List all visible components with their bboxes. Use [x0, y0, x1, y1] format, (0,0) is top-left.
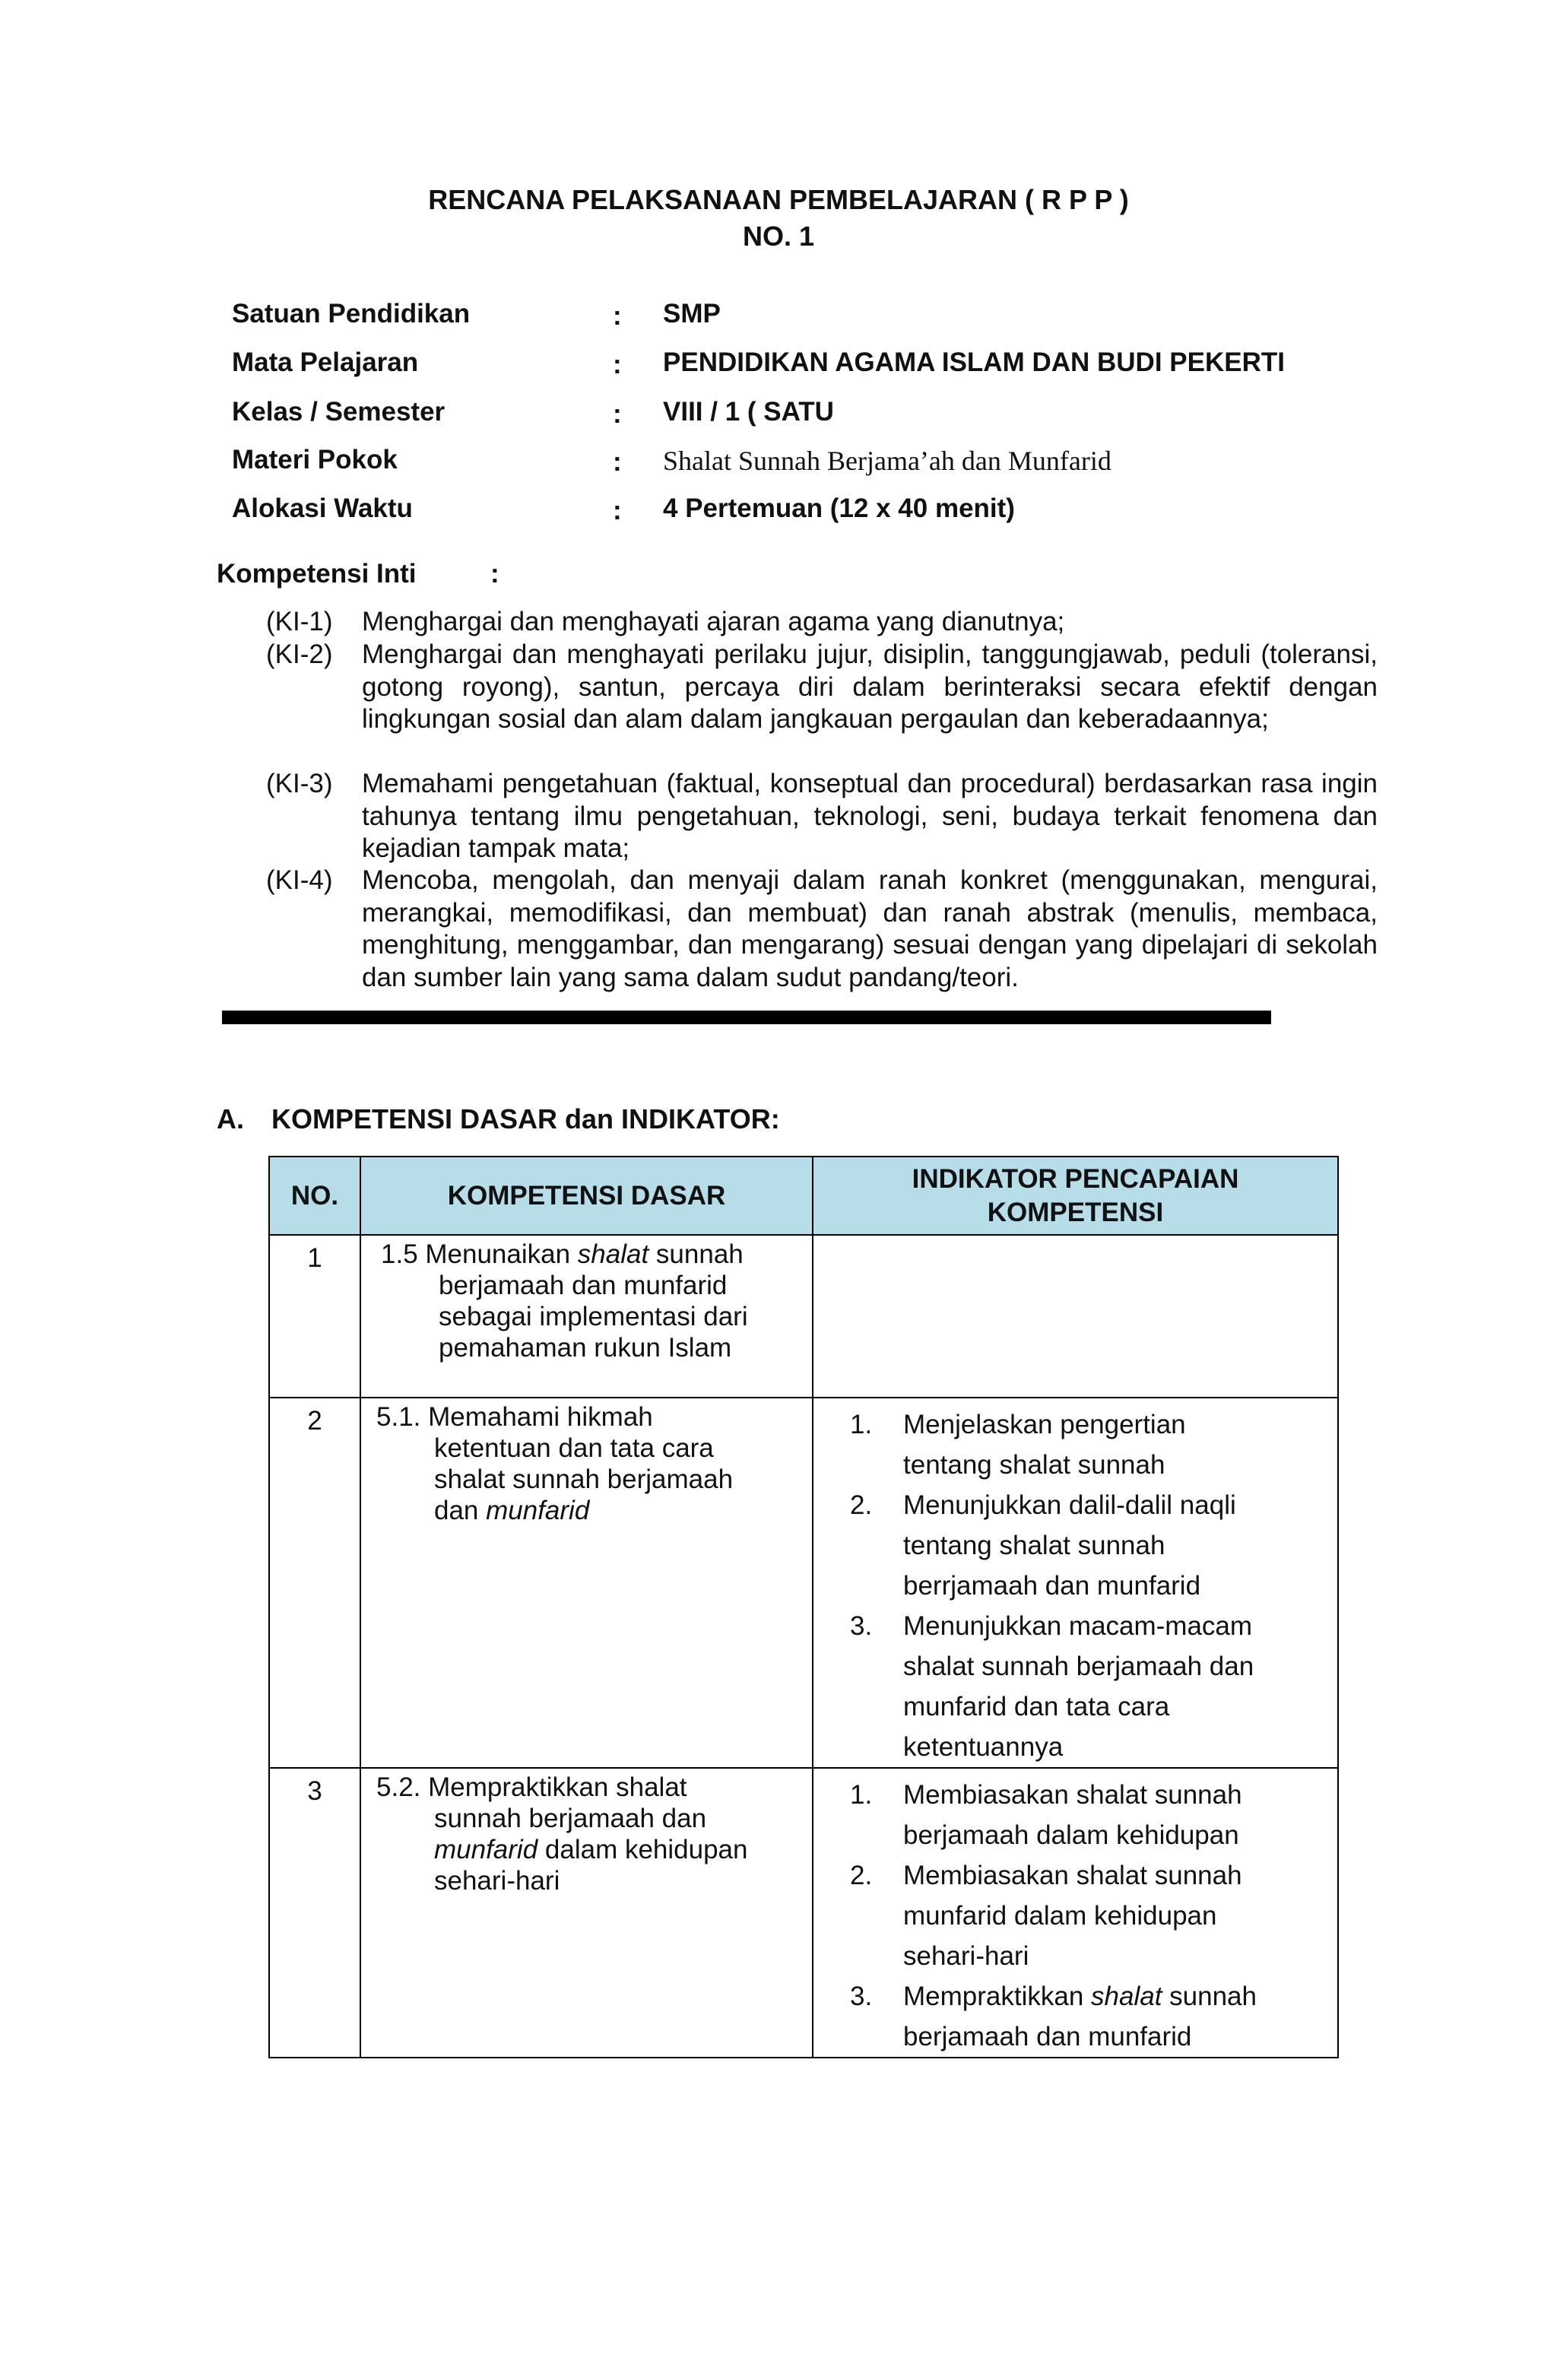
kd-line-end: dalam kehidupan [537, 1835, 748, 1864]
indikator-item [850, 1485, 1322, 1606]
indikator-item [850, 1775, 1322, 1855]
identity-colon: : [613, 350, 622, 379]
indikator-line: munfarid dalam kehidupan [903, 1901, 1217, 1931]
identity-value-alokasi: 4 Pertemuan (12 x 40 menit) [663, 493, 1015, 523]
identity-value-kelas: VIII / 1 ( SATU [663, 397, 834, 427]
ki-item-2 [266, 639, 1378, 736]
row-number: 3 [269, 1768, 360, 2058]
indikator-number: 3. [850, 1611, 873, 1641]
kd-text [361, 1769, 812, 1896]
indikator-line-end: sunnah [1162, 1982, 1257, 2011]
identity-label-materi: Materi Pokok [232, 445, 398, 474]
kd-italic-term: munfarid [434, 1835, 538, 1864]
kd-line: 5.2. Mempraktikkan shalat [376, 1772, 687, 1802]
kd-cell [360, 1768, 813, 2058]
document-number: NO. 1 [742, 221, 815, 252]
ki-item-1 [266, 606, 1378, 639]
kd-line [376, 1495, 797, 1526]
kd-cell [360, 1235, 813, 1398]
indikator-item [850, 1976, 1322, 2057]
identity-colon: : [613, 399, 622, 429]
identity-colon: : [613, 447, 622, 477]
indikator-line: Menunjukkan dalil-dalil naqli [903, 1490, 1236, 1520]
ki-text: Menghargai dan menghayati ajaran agama yang dianutnya; [362, 607, 1065, 636]
section-letter: A. [217, 1103, 244, 1134]
column-header-no: NO. [269, 1157, 360, 1235]
kompetensi-inti-heading: Kompetensi Inti [217, 559, 417, 589]
identity-colon: : [613, 301, 622, 331]
kd-line-end: sunnah [648, 1239, 744, 1269]
identity-label-kelas: Kelas / Semester [232, 397, 446, 427]
kd-line: ketentuan dan tata cara [434, 1433, 714, 1463]
indikator-number: 3. [850, 1982, 873, 2011]
section-a-heading [217, 1103, 780, 1135]
indikator-line: berjamaah dalam kehidupan [903, 1820, 1239, 1850]
kd-line: sehari-hari [434, 1866, 560, 1896]
column-header-indikator: INDIKATOR PENCAPAIAN KOMPETENSI [813, 1157, 1338, 1235]
identity-label-alokasi: Alokasi Waktu [232, 493, 413, 523]
indikator-item [850, 1606, 1322, 1767]
identity-value-satuan: SMP [663, 299, 721, 328]
table-row [269, 1768, 1338, 2058]
kd-line: berjamaah dan munfarid [439, 1271, 728, 1300]
kd-line [381, 1239, 797, 1270]
kd-line: sunnah berjamaah dan [434, 1804, 707, 1833]
section-title: KOMPETENSI DASAR dan INDIKATOR: [271, 1103, 780, 1134]
kd-line: pemahaman rukun Islam [439, 1333, 732, 1363]
indikator-number: 2. [850, 1490, 873, 1520]
kd-line: 5.1. Memahami hikmah [376, 1402, 653, 1432]
column-header-kd: KOMPETENSI DASAR [360, 1157, 813, 1235]
kd-line: sebagai implementasi dari [439, 1302, 748, 1331]
indikator-line: shalat sunnah berjamaah dan [903, 1652, 1254, 1681]
indikator-line: tentang shalat sunnah [903, 1531, 1165, 1560]
indikator-line: munfarid dan tata cara [903, 1692, 1170, 1722]
indikator-cell-empty [813, 1235, 1338, 1398]
indikator-cell [813, 1398, 1338, 1768]
kd-line: shalat sunnah berjamaah [434, 1464, 734, 1494]
ki-text: Menghargai dan menghayati perilaku jujur, disiplin, tanggungjawab, peduli (toleransi, gotong royong), santun, percaya diri dalam berinteraksi secara efektif dengan lingkungan sosial dan alam dalam jangkauan pergaulan dan keberadaannya; [362, 639, 1378, 734]
indikator-line-start: Mempraktikkan [903, 1982, 1092, 2011]
indikator-number: 1. [850, 1780, 873, 1810]
kd-line-start: dan [434, 1496, 487, 1525]
ki-code: (KI-2) [266, 639, 333, 669]
kd-cell [360, 1398, 813, 1768]
indikator-item [850, 1404, 1322, 1485]
indikator-item [850, 1855, 1322, 1976]
indikator-line [903, 1976, 1322, 2017]
identity-value-mapel: PENDIDIKAN AGAMA ISLAM DAN BUDI PEKERTI [663, 347, 1285, 377]
table-row [269, 1235, 1338, 1398]
kompetensi-inti-colon: : [490, 559, 499, 589]
kd-text [361, 1398, 812, 1526]
indikator-line: sehari-hari [903, 1941, 1029, 1971]
indikator-line: ketentuannya [903, 1732, 1064, 1762]
row-number: 1 [269, 1235, 360, 1398]
indikator-italic-term: shalat [1091, 1982, 1162, 2011]
ki-text: Memahami pengetahuan (faktual, konseptual dan procedural) berdasarkan rasa ingin tahunya tentang ilmu pengetahuan, teknologi, seni, budaya terkait fenomena dan kejadian tampak mata; [362, 769, 1378, 863]
ki-text: Mencoba, mengolah, dan menyaji dalam ranah konkret (menggunakan, mengurai, merangkai, memodifikasi, dan membuat) dan ranah abstrak (menulis, membaca, menghitung, menggambar, dan mengarang) sesuai dengan yang dipelajari di sekolah dan sumber lain yang sama dalam sudut pandang/teori. [362, 865, 1378, 992]
identity-colon: : [613, 496, 622, 525]
indikator-line: berrjamaah dan munfarid [903, 1571, 1201, 1601]
table-row [269, 1398, 1338, 1768]
kd-line [376, 1834, 797, 1865]
document-title: RENCANA PELAKSANAAN PEMBELAJARAN ( R P P ) [428, 184, 1129, 215]
kompetensi-dasar-table [268, 1156, 1339, 2058]
indikator-line: Membiasakan shalat sunnah [903, 1780, 1242, 1810]
indikator-line: Menunjukkan macam-macam [903, 1611, 1253, 1641]
indikator-cell [813, 1768, 1338, 2058]
ki-code: (KI-4) [266, 865, 333, 895]
kd-line-start: 1.5 Menunaikan [381, 1239, 578, 1269]
indikator-number: 2. [850, 1861, 873, 1890]
kd-italic-term: shalat [577, 1239, 649, 1269]
indikator-line: tentang shalat sunnah [903, 1450, 1165, 1480]
indikator-list [813, 1398, 1337, 1767]
ki-code: (KI-3) [266, 769, 333, 798]
section-divider [222, 1011, 1271, 1024]
indikator-line: Membiasakan shalat sunnah [903, 1861, 1242, 1890]
indikator-list [813, 1769, 1337, 2057]
identity-value-materi: Shalat Sunnah Berjama’ah dan Munfarid [663, 446, 1111, 476]
identity-label-mapel: Mata Pelajaran [232, 347, 419, 377]
identity-label-satuan: Satuan Pendidikan [232, 299, 471, 328]
row-number: 2 [269, 1398, 360, 1768]
indikator-line: berjamaah dan munfarid [903, 2022, 1192, 2052]
ki-item-3 [266, 768, 1378, 865]
ki-item-4 [266, 865, 1378, 994]
kd-text [361, 1236, 812, 1363]
indikator-number: 1. [850, 1410, 873, 1439]
indikator-line: Menjelaskan pengertian [903, 1410, 1186, 1439]
kd-italic-term: munfarid [486, 1496, 590, 1525]
table-header-row [269, 1157, 1338, 1235]
ki-code: (KI-1) [266, 607, 333, 636]
